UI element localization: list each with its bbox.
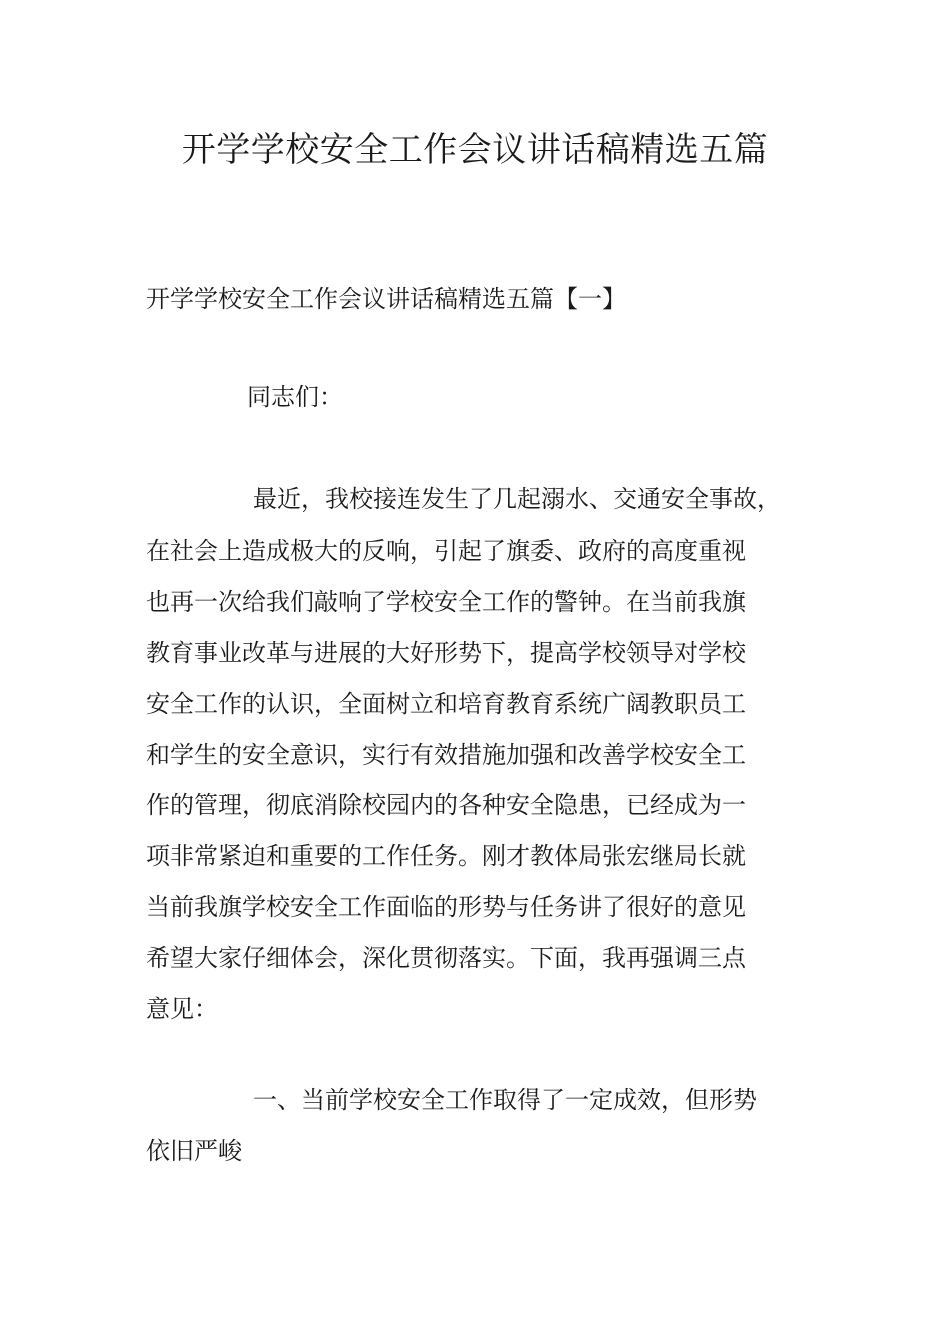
paragraph-line: 安全工作的认识，全面树立和培育教育系统广阔教职员工 xyxy=(146,690,746,718)
paragraph-line: 在社会上造成极大的反响，引起了旗委、政府的高度重视 xyxy=(146,537,746,565)
paragraph-line: 希望大家仔细体会，深化贯彻落实。下面，我再强调三点 xyxy=(146,944,746,972)
point-heading-line: 依旧严峻 xyxy=(146,1137,242,1165)
paragraph-line: 教育事业改革与进展的大好形势下，提高学校领导对学校 xyxy=(146,639,746,667)
paragraph-line: 当前我旗学校安全工作面临的形势与任务讲了很好的意见 xyxy=(146,893,746,921)
point-heading-line: 一、当前学校安全工作取得了一定成效，但形势 xyxy=(253,1086,757,1114)
paragraph-line: 也再一次给我们敲响了学校安全工作的警钟。在当前我旗 xyxy=(146,588,746,616)
paragraph-line: 作的管理，彻底消除校园内的各种安全隐患，已经成为一 xyxy=(146,791,746,819)
document-title: 开学学校安全工作会议讲话稿精选五篇 xyxy=(181,130,769,170)
section-heading: 开学学校安全工作会议讲话稿精选五篇【一】 xyxy=(146,285,626,313)
paragraph-line: 意见： xyxy=(146,995,218,1023)
greeting: 同志们： xyxy=(247,383,343,411)
paragraph-line: 项非常紧迫和重要的工作任务。刚才教体局张宏继局长就 xyxy=(146,842,746,870)
paragraph-line: 最近，我校接连发生了几起溺水、交通安全事故， xyxy=(253,485,781,513)
paragraph-line: 和学生的安全意识，实行有效措施加强和改善学校安全工 xyxy=(146,741,746,769)
